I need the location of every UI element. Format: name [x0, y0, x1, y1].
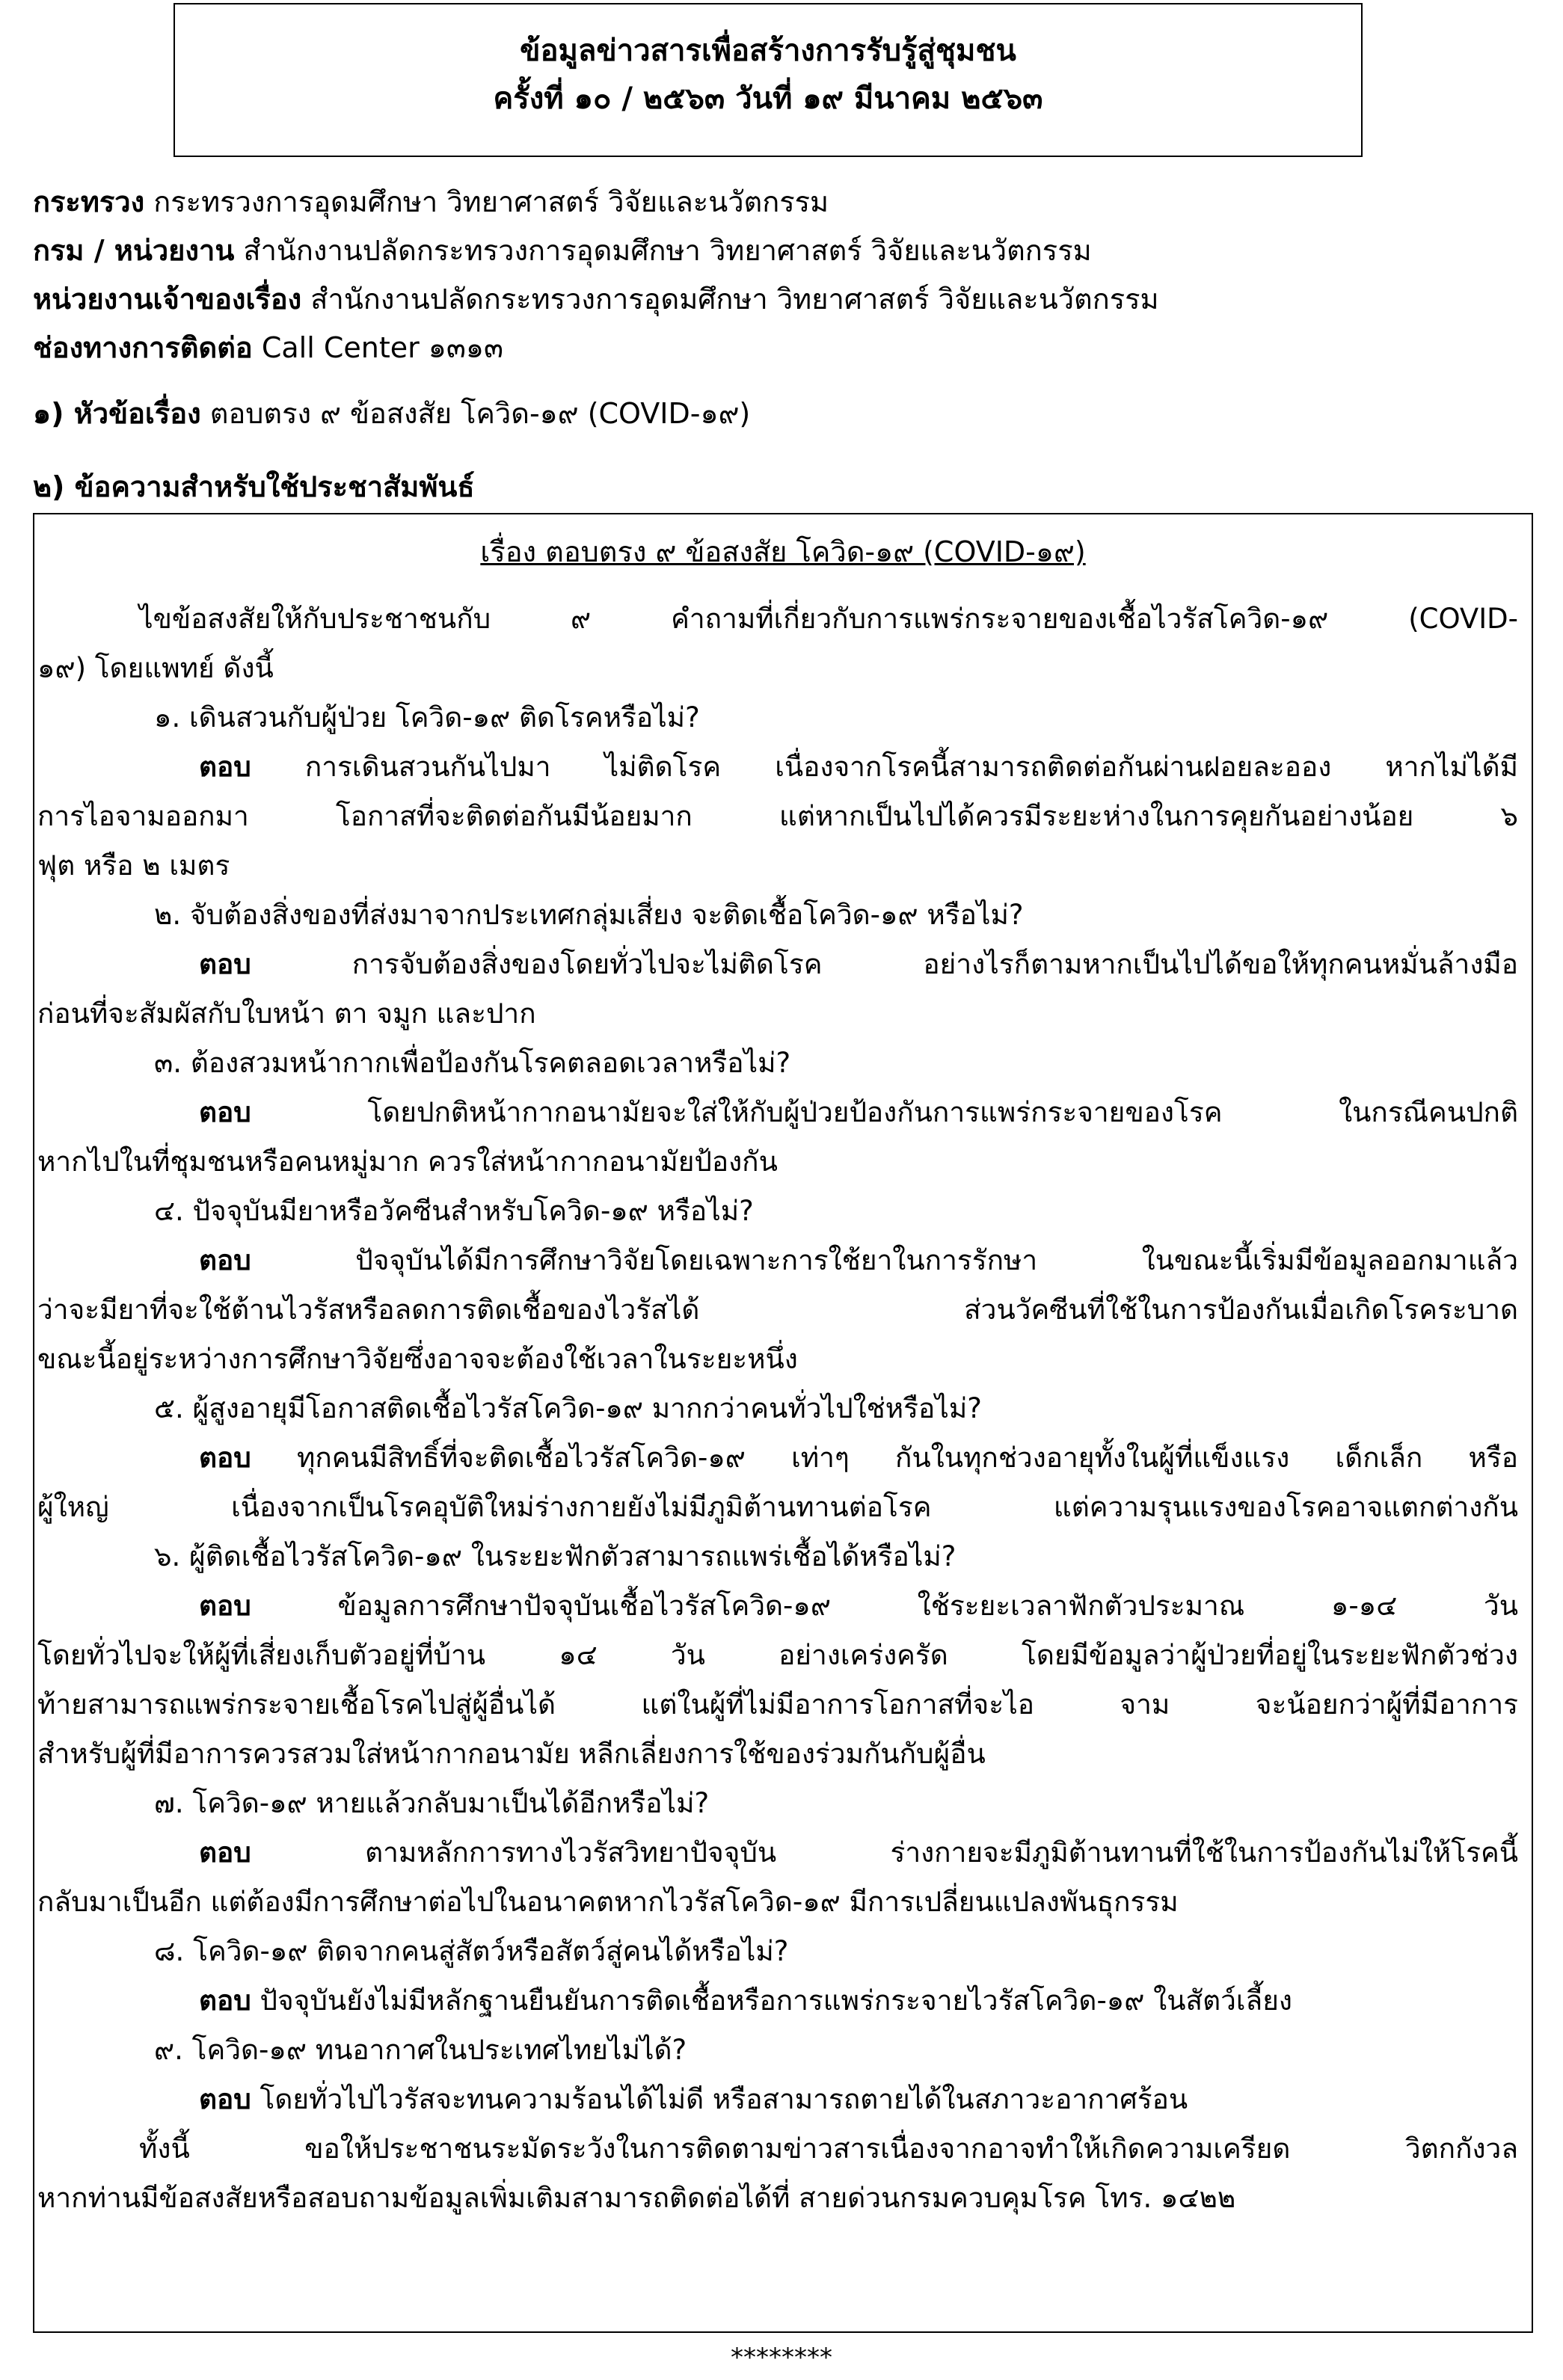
answer-1-text: การเดินสวนกันไปมา ไม่ติดโรค เนื่องจากโรคนี้สามารถติดต่อกันผ่านฝอยละออง หากไม่ได้มี	[251, 751, 1518, 783]
article-heading: เรื่อง ตอบตรง ๙ ข้อสงสัย โควิด-๑๙ (COVID-๑๙)	[480, 535, 1086, 568]
answer-label: ตอบ	[199, 751, 251, 783]
contact-value: Call Center ๑๓๑๓	[252, 331, 503, 364]
closing-line: ทั้งนี้ ขอให้ประชาชนระมัดระวังในการติดตามข่าวสารเนื่องจากอาจทำให้เกิดความเครียด วิตกกังวล	[139, 2133, 1518, 2165]
intro-line: ไขข้อสงสัยให้กับประชาชนกับ ๙ คำถามที่เกี่ยวกับการแพร่กระจายของเชื้อไวรัสโควิด-๑๙ (COVID-	[139, 603, 1518, 635]
answer-7-text: ตามหลักการทางไวรัสวิทยาปัจจุบัน ร่างกายจะมีภูมิต้านทานที่ใช้ในการป้องกันไม่ให้โรคนี้	[251, 1836, 1518, 1869]
question-5: ๕. ผู้สูงอายุมีโอกาสติดเชื้อไวรัสโควิด-๑๙ มากกว่าคนทั่วไปใช่หรือไม่?	[154, 1392, 982, 1424]
answer-5-line	[34, 1433, 1532, 1483]
answer-6-text: ข้อมูลการศึกษาปัจจุบันเชื้อไวรัสโควิด-๑๙ ใช้ระยะเวลาฟักตัวประมาณ ๑-๑๔ วัน	[251, 1590, 1518, 1622]
ministry-label: กระทรวง	[33, 185, 145, 218]
answer-5-line: ผู้ใหญ่ เนื่องจากเป็นโรคอุบัติใหม่ร่างกายยังไม่มีภูมิต้านทานต่อโรค แต่ความรุนแรงของโรคอาจแตกต่างกัน	[37, 1491, 1518, 1523]
contact-line	[33, 323, 1529, 372]
answer-2-line	[34, 939, 1532, 990]
contact-label: ช่องทางการติดต่อ	[33, 331, 253, 364]
answer-6-line: ท้ายสามารถแพร่กระจายเชื้อโรคไปสู่ผู้อื่นได้ แต่ในผู้ที่ไม่มีอาการโอกาสที่จะไอ จาม จะน้อยกว่าผู้ที่มีอาการ	[37, 1688, 1518, 1721]
answer-7-line: กลับมาเป็นอีก แต่ต้องมีการศึกษาต่อไปในอนาคตหากไวรัสโควิด-๑๙ มีการเปลี่ยนแปลงพันธุกรรม	[37, 1886, 1179, 1918]
answer-4-line: ขณะนี้อยู่ระหว่างการศึกษาวิจัยซึ่งอาจจะต้องใช้เวลาในระยะหนึ่ง	[37, 1343, 798, 1375]
question-3: ๓. ต้องสวมหน้ากากเพื่อป้องกันโรคตลอดเวลาหรือไม่?	[154, 1047, 791, 1079]
topic-line	[33, 389, 1529, 438]
pr-message-label: ๒) ข้อความสำหรับใช้ประชาสัมพันธ์	[33, 470, 475, 503]
answer-3-line	[34, 1087, 1532, 1138]
question-8: ๘. โควิด-๑๙ ติดจากคนสู่สัตว์หรือสัตว์สู่คนได้หรือไม่?	[154, 1935, 789, 1967]
pr-message-box	[33, 513, 1533, 2333]
answer-6-line	[34, 1581, 1532, 1632]
question-1: ๑. เดินสวนกับผู้ป่วย โควิด-๑๙ ติดโรคหรือไม่?	[154, 701, 700, 734]
topic-label: ๑) หัวข้อเรื่อง	[33, 397, 201, 430]
answer-label: ตอบ	[199, 1984, 251, 2017]
answer-7-line	[34, 1827, 1532, 1878]
owner-label: หน่วยงานเจ้าของเรื่อง	[33, 283, 302, 316]
answer-3-line: หากไปในที่ชุมชนหรือคนหมู่มาก ควรใส่หน้ากากอนามัยป้องกัน	[37, 1146, 778, 1178]
title-box	[174, 3, 1363, 157]
topic-value: ตอบตรง ๙ ข้อสงสัย โควิด-๑๙ (COVID-๑๙)	[200, 397, 751, 430]
answer-9-text: โดยทั่วไปไวรัสจะทนความร้อนได้ไม่ดี หรือสามารถตายได้ในสภาวะอากาศร้อน	[251, 2083, 1188, 2115]
question-2: ๒. จับต้องสิ่งของที่ส่งมาจากประเทศกลุ่มเสี่ยง จะติดเชื้อโควิด-๑๙ หรือไม่?	[154, 899, 1024, 931]
answer-1-line: การไอจามออกมา โอกาสที่จะติดต่อกันมีน้อยมาก แต่หากเป็นไปได้ควรมีระยะห่างในการคุยกันอย่างน้อย ๖	[37, 800, 1518, 832]
answer-label: ตอบ	[199, 2083, 251, 2115]
ministry-line	[33, 177, 1529, 227]
answer-9-line	[34, 2074, 1532, 2125]
answer-6-line: สำหรับผู้ที่มีอาการควรสวมใส่หน้ากากอนามัย หลีกเลี่ยงการใช้ของร่วมกันกับผู้อื่น	[37, 1738, 986, 1770]
answer-1-line	[34, 742, 1532, 793]
question-9: ๙. โควิด-๑๙ ทนอากาศในประเทศไทยไม่ได้?	[154, 2034, 687, 2066]
answer-2-line: ก่อนที่จะสัมผัสกับใบหน้า ตา จมูก และปาก	[37, 997, 536, 1030]
answer-8-line	[34, 1975, 1532, 2026]
answer-label: ตอบ	[199, 1244, 251, 1276]
answer-1-line: ฟุต หรือ ๒ เมตร	[37, 849, 230, 882]
question-6: ๖. ผู้ติดเชื้อไวรัสโควิด-๑๙ ในระยะฟักตัวสามารถแพร่เชื้อได้หรือไม่?	[154, 1540, 956, 1572]
owner-line	[33, 274, 1529, 324]
owner-value: สำนักงานปลัดกระทรวงการอุดมศึกษา วิทยาศาสตร์ วิจัยและนวัตกรรม	[301, 283, 1159, 316]
answer-8-text: ปัจจุบันยังไม่มีหลักฐานยืนยันการติดเชื้อหรือการแพร่กระจายไวรัสโควิด-๑๙ ในสัตว์เลี้ยง	[251, 1984, 1292, 2017]
answer-4-text: ปัจจุบันได้มีการศึกษาวิจัยโดยเฉพาะการใช้ยาในการรักษา ในขณะนี้เริ่มมีข้อมูลออกมาแล้ว	[251, 1244, 1518, 1276]
answer-4-line: ว่าจะมียาที่จะใช้ต้านไวรัสหรือลดการติดเชื้อของไวรัสได้ ส่วนวัคซีนที่ใช้ในการป้องกันเมื่อเกิดโรคระบาด	[37, 1294, 1518, 1326]
answer-4-line	[34, 1235, 1532, 1286]
closing-line: หากท่านมีข้อสงสัยหรือสอบถามข้อมูลเพิ่มเติมสามารถติดต่อได้ที่ สายด่วนกรมควบคุมโรค โทร. ๑๔๒๒	[37, 2182, 1236, 2214]
document-title: ข้อมูลข่าวสารเพื่อสร้างการรับรู้สู่ชุมชน	[520, 34, 1016, 68]
answer-2-text: การจับต้องสิ่งของโดยทั่วไปจะไม่ติดโรค อย่างไรก็ตามหากเป็นไปได้ขอให้ทุกคนหมั่นล้างมือ	[251, 948, 1518, 980]
answer-label: ตอบ	[199, 948, 251, 980]
question-7: ๗. โควิด-๑๙ หายแล้วกลับมาเป็นได้อีกหรือไม่?	[154, 1787, 710, 1819]
answer-label: ตอบ	[199, 1442, 251, 1474]
question-4: ๔. ปัจจุบันมียาหรือวัคซีนสำหรับโควิด-๑๙ หรือไม่?	[154, 1195, 754, 1227]
department-line	[33, 226, 1529, 275]
pr-message-line	[33, 462, 1529, 511]
issue-date-line: ครั้งที่ ๑๐ / ๒๕๖๓ วันที่ ๑๙ มีนาคม ๒๕๖๓	[493, 82, 1043, 116]
answer-3-text: โดยปกติหน้ากากอนามัยจะใส่ให้กับผู้ป่วยป้องกันการแพร่กระจายของโรค ในกรณีคนปกติ	[251, 1096, 1518, 1128]
ministry-value: กระทรวงการอุดมศึกษา วิทยาศาสตร์ วิจัยและนวัตกรรม	[144, 185, 829, 218]
answer-6-line: โดยทั่วไปจะให้ผู้ที่เสี่ยงเก็บตัวอยู่ที่บ้าน ๑๔ วัน อย่างเคร่งครัด โดยมีข้อมูลว่าผู้ป่วยที่อยู่ในระยะฟักตัวช่วง	[37, 1639, 1518, 1671]
answer-label: ตอบ	[199, 1096, 251, 1128]
answer-label: ตอบ	[199, 1836, 251, 1869]
intro-line: ๑๙) โดยแพทย์ ดังนี้	[37, 652, 274, 684]
answer-label: ตอบ	[199, 1590, 251, 1622]
end-mark: ********	[731, 2343, 832, 2373]
department-value: สำนักงานปลัดกระทรวงการอุดมศึกษา วิทยาศาสตร์ วิจัยและนวัตกรรม	[234, 234, 1092, 267]
answer-5-text: ทุกคนมีสิทธิ์ที่จะติดเชื้อไวรัสโควิด-๑๙ เท่าๆ กันในทุกช่วงอายุทั้งในผู้ที่แข็งแรง เด็กเล็ก หรือ	[251, 1442, 1518, 1474]
department-label: กรม / หน่วยงาน	[33, 234, 235, 267]
